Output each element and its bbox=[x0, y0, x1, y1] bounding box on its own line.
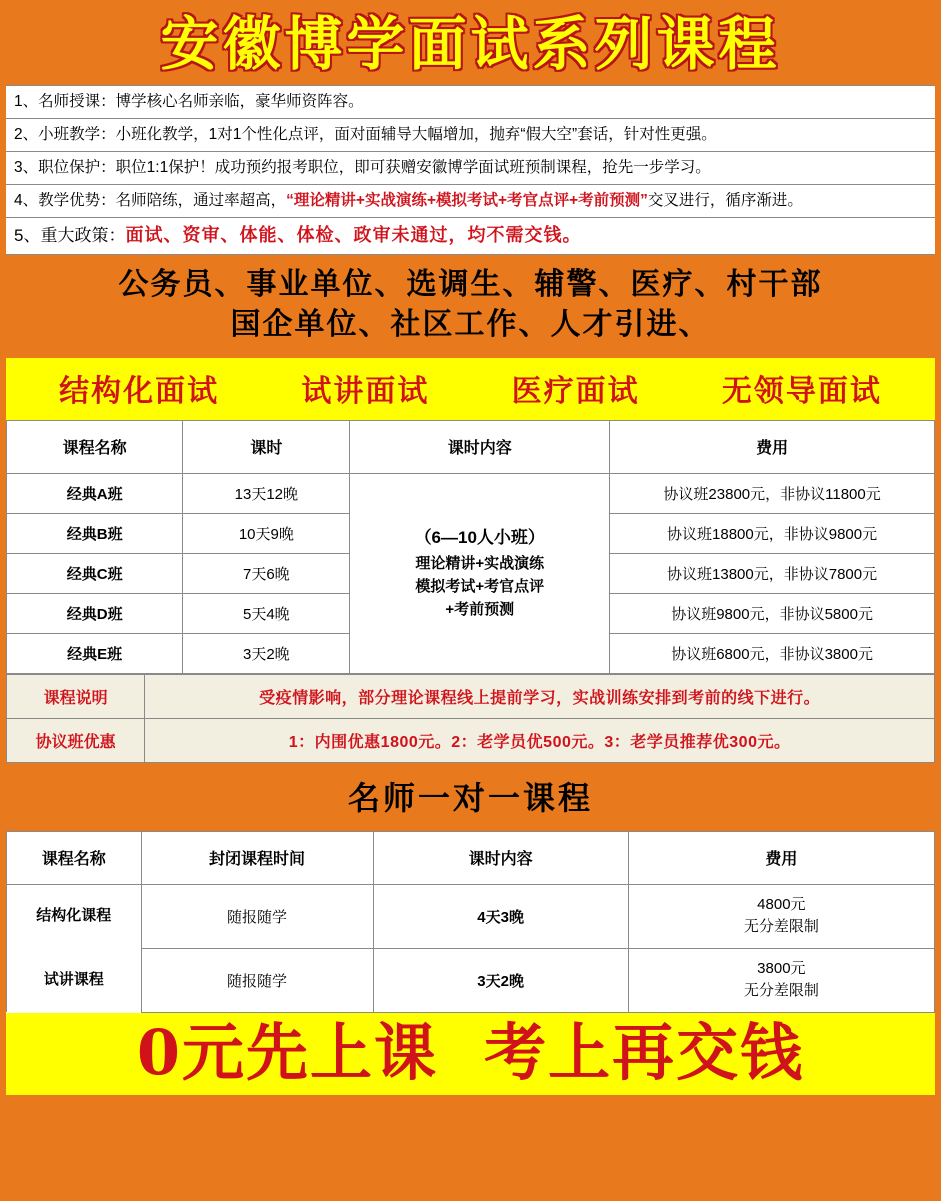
table-header-content: 课时内容 bbox=[350, 420, 610, 473]
course-name: 经典A班 bbox=[7, 473, 183, 513]
interview-types-bar bbox=[6, 358, 935, 420]
feature-body: 小班化教学，1对1个性化点评，面对面辅导大幅增加，抛弃“假大空”套话，针对性更强。 bbox=[115, 126, 717, 144]
interview-type-demo-lesson: 试讲面试 bbox=[301, 373, 430, 409]
one-to-one-time: 随报随学 bbox=[141, 884, 373, 948]
feature-row bbox=[6, 119, 935, 152]
feature-number: 3、 bbox=[14, 159, 39, 177]
feature-row bbox=[6, 185, 935, 218]
content-line-3: 模拟考试+考官点评 bbox=[415, 577, 545, 595]
feature-label: 重大政策： bbox=[40, 226, 126, 246]
fee-note: 无分差限制 bbox=[743, 982, 819, 1000]
interview-type-structured: 结构化面试 bbox=[59, 373, 220, 409]
course-fee: 协议班18800元，非协议9800元 bbox=[610, 513, 935, 553]
content-line-2: 理论精讲+实战演练 bbox=[415, 554, 545, 572]
course-table bbox=[6, 420, 935, 674]
course-fee: 协议班6800元，非协议3800元 bbox=[610, 633, 935, 673]
note-body-course-info: 受疫情影响，部分理论课程线上提前学习，实战训练安排到考前的线下进行。 bbox=[145, 674, 935, 718]
table-header-course-name: 课程名称 bbox=[7, 420, 183, 473]
feature-number: 4、 bbox=[14, 192, 39, 210]
bottom-banner bbox=[6, 1013, 935, 1095]
course-name: 经典D班 bbox=[7, 593, 183, 633]
feature-body: 职位1:1保护！成功预约报考职位，即可获赠安徽博学面试班预制课程，抢先一步学习。 bbox=[115, 159, 711, 177]
bottom-banner-text-2: 考上再交钱 bbox=[484, 1015, 805, 1089]
course-fee: 协议班23800元，非协议11800元 bbox=[610, 473, 935, 513]
one-to-one-course-name-structured: 结构化课程 bbox=[7, 884, 142, 948]
table-header-fee: 费用 bbox=[610, 420, 935, 473]
content-line-4: +考前预测 bbox=[445, 601, 515, 619]
title-banner bbox=[6, 6, 935, 85]
course-name: 经典C班 bbox=[7, 553, 183, 593]
category-line-1: 公务员、事业单位、选调生、辅警、医疗、村干部 bbox=[118, 266, 823, 302]
table-row bbox=[7, 884, 935, 948]
course-name: 经典E班 bbox=[7, 633, 183, 673]
course-fee: 协议班13800元，非协议7800元 bbox=[610, 553, 935, 593]
feature-body: 博学核心名师亲临，豪华师资阵容。 bbox=[115, 92, 364, 110]
notes-table bbox=[6, 674, 935, 763]
note-body-discount: 1：内围优惠1800元。2：老学员优500元。3：老学员推荐优300元。 bbox=[145, 718, 935, 762]
one-to-one-fee bbox=[628, 884, 934, 948]
table-header-content: 课时内容 bbox=[373, 831, 628, 884]
fee-note: 无分差限制 bbox=[743, 918, 819, 936]
feature-body-post: 交叉进行，循序渐进。 bbox=[647, 192, 803, 210]
table-header-fee: 费用 bbox=[628, 831, 934, 884]
feature-number: 1、 bbox=[14, 92, 39, 110]
feature-row bbox=[6, 86, 935, 119]
one-to-one-course-name-demo: 试讲课程 bbox=[7, 948, 142, 1012]
course-hours: 10天9晚 bbox=[183, 513, 350, 553]
category-block bbox=[6, 255, 935, 358]
content-line-1: （6—10人小班） bbox=[414, 528, 545, 548]
fee-amount: 3800元 bbox=[757, 959, 806, 977]
one-to-one-hours: 4天3晚 bbox=[373, 884, 628, 948]
bottom-banner-text-1: 0元先上课 bbox=[136, 1015, 439, 1089]
table-row bbox=[7, 948, 935, 1012]
feature-row bbox=[6, 152, 935, 185]
note-row bbox=[7, 718, 935, 762]
table-row bbox=[7, 473, 935, 513]
feature-label: 小班教学： bbox=[38, 126, 116, 144]
feature-number: 2、 bbox=[14, 126, 39, 144]
table-header-course-name: 课程名称 bbox=[7, 831, 142, 884]
course-hours: 7天6晚 bbox=[183, 553, 350, 593]
fee-amount: 4800元 bbox=[757, 895, 806, 913]
course-content-cell bbox=[350, 473, 610, 673]
feature-body: 面试、资审、体能、体检、政审未通过，均不需交钱。 bbox=[125, 225, 582, 246]
table-header-closed-time: 封闭课程时间 bbox=[141, 831, 373, 884]
one-to-one-table bbox=[6, 831, 935, 1013]
feature-label: 名师授课： bbox=[38, 92, 116, 110]
note-row bbox=[7, 674, 935, 718]
category-line-2: 国企单位、社区工作、人才引进、 bbox=[230, 307, 711, 343]
feature-list bbox=[6, 85, 935, 255]
note-label-discount: 协议班优惠 bbox=[7, 718, 145, 762]
interview-type-medical: 医疗面试 bbox=[511, 373, 640, 409]
one-to-one-title: 名师一对一课程 bbox=[347, 778, 593, 817]
one-to-one-time: 随报随学 bbox=[141, 948, 373, 1012]
course-hours: 3天2晚 bbox=[183, 633, 350, 673]
table-header-row bbox=[7, 831, 935, 884]
page-title: 安徽博学面试系列课程 bbox=[160, 10, 781, 78]
one-to-one-hours: 3天2晚 bbox=[373, 948, 628, 1012]
note-label-course-info: 课程说明 bbox=[7, 674, 145, 718]
table-header-hours: 课时 bbox=[183, 420, 350, 473]
course-fee: 协议班9800元，非协议5800元 bbox=[610, 593, 935, 633]
feature-row-policy bbox=[6, 218, 935, 254]
table-header-row bbox=[7, 420, 935, 473]
one-to-one-fee bbox=[628, 948, 934, 1012]
feature-body-highlight: “理论精讲+实战演练+模拟考试+考官点评+考前预测” bbox=[286, 192, 648, 210]
one-to-one-header bbox=[6, 763, 935, 831]
interview-type-leaderless: 无领导面试 bbox=[721, 373, 882, 409]
feature-label: 职位保护： bbox=[38, 159, 116, 177]
course-name: 经典B班 bbox=[7, 513, 183, 553]
course-hours: 13天12晚 bbox=[183, 473, 350, 513]
feature-number: 5、 bbox=[14, 226, 41, 246]
course-hours: 5天4晚 bbox=[183, 593, 350, 633]
feature-body-pre: 名师陪练，通过率超高， bbox=[115, 192, 287, 210]
feature-label: 教学优势： bbox=[38, 192, 116, 210]
